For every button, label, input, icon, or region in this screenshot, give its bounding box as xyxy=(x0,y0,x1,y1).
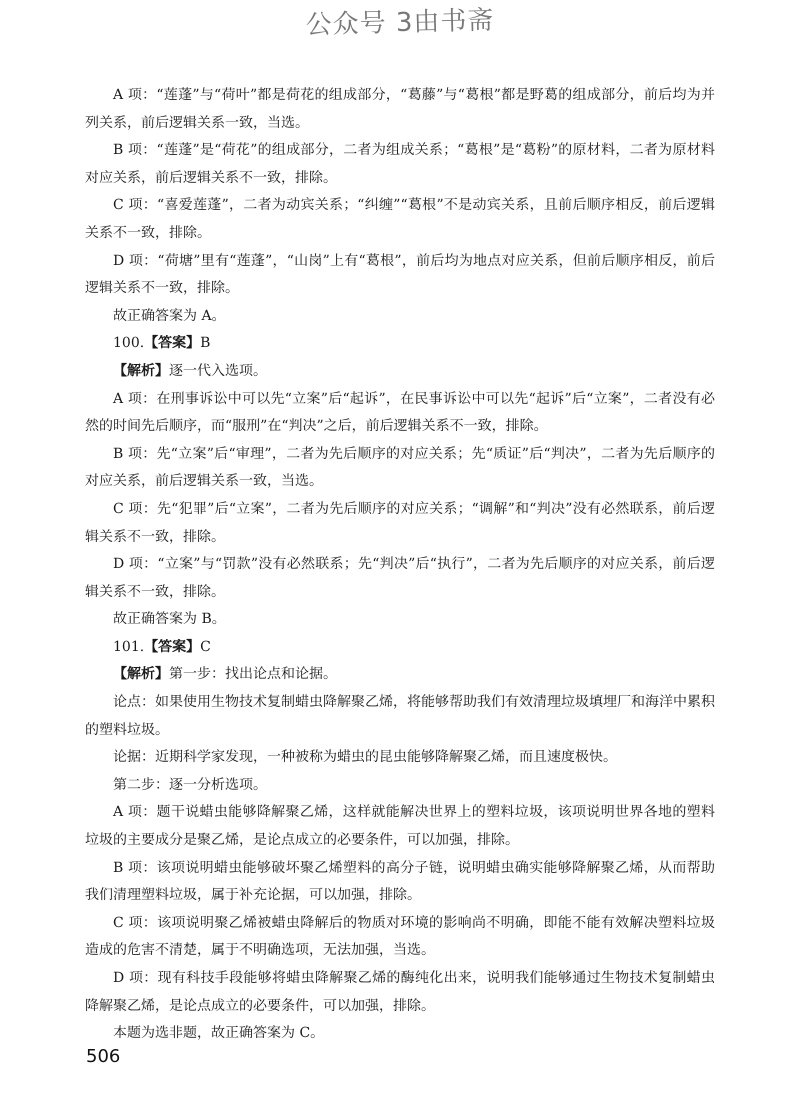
answer-value: B xyxy=(200,335,211,352)
q100-item-a: A 项：在刑事诉讼中可以先“立案”后“起诉”，在民事诉讼中可以先“起诉”后“立案”，二者没有必然的时间先后顺序，而“服刑”在“判决”之后，前后逻辑关系不一致，排除。 xyxy=(85,390,715,435)
analysis-tag: 【解析】 xyxy=(113,666,169,683)
question-101-analysis xyxy=(85,661,715,689)
paragraph-conclusion: 故正确答案为 A。 xyxy=(113,307,226,324)
analysis-tag: 【解析】 xyxy=(113,362,169,379)
q101-item-c: C 项：该项说明聚乙烯被蜡虫降解后的物质对环境的影响尚不明确，即能不能有效解决塑料垃圾造成的危害不清楚，属于不明确选项，无法加强，当选。 xyxy=(85,914,715,959)
q101-item-d: D 项：现有科技手段能够将蜡虫降解聚乙烯的酶纯化出来，说明我们能够通过生物技术复制蜡虫降解聚乙烯，是论点成立的必要条件，可以加强，排除。 xyxy=(85,970,715,1014)
q101-item-b: B 项：该项说明蜡虫能够破坏聚乙烯塑料的高分子链，说明蜡虫确实能够降解聚乙烯，从而帮助我们清理塑料垃圾，属于补充论据，可以加强，排除。 xyxy=(85,859,715,904)
q100-item-c: C 项：先“犯罪”后“立案”，二者为先后顺序的对应关系；“调解”和“判决”没有必然联系，前后逻辑关系不一致，排除。 xyxy=(85,500,715,545)
paragraph-option-d: D 项：“荷塘”里有“莲蓬”，“山岗”上有“葛根”，前后均为地点对应关系，但前后顺序相反，前后逻辑关系不一致，排除。 xyxy=(85,252,715,297)
q101-step-two: 第二步：逐一分析选项。 xyxy=(113,776,267,793)
analysis-text: 第一步：找出论点和论据。 xyxy=(169,666,337,683)
q101-conclusion: 本题为选非题，故正确答案为 C。 xyxy=(113,1025,325,1042)
q100-item-b: B 项：先“立案”后“审理”，二者为先后顺序的对应关系；先“质证”后“判决”，二者为先后顺序的对应关系，前后逻辑关系一致，当选。 xyxy=(85,445,715,490)
analysis-text: 逐一代入选项。 xyxy=(169,362,267,379)
q101-evidence: 论据：近期科学家发现，一种被称为蜡虫的昆虫能够降解聚乙烯，而且速度极快。 xyxy=(113,749,617,766)
q100-item-d: D 项：“立案”与“罚款”没有必然联系；先“判决”后“执行”，二者为先后顺序的对应关系，前后逻辑关系不一致，排除。 xyxy=(85,556,715,600)
question-number: 100. xyxy=(113,335,145,352)
q101-argument: 论点：如果使用生物技术复制蜡虫降解聚乙烯，将能够帮助我们有效清理垃圾填埋厂和海洋中累积的塑料垃圾。 xyxy=(85,694,715,738)
question-100-analysis xyxy=(85,358,715,386)
answer-tag: 【答案】 xyxy=(144,335,201,352)
q100-conclusion: 故正确答案为 B。 xyxy=(113,611,226,628)
answer-tag: 【答案】 xyxy=(144,638,201,655)
question-100-answer xyxy=(85,330,715,358)
page-number: 506 xyxy=(86,1046,121,1067)
page-content xyxy=(85,82,715,1048)
question-101-answer xyxy=(85,634,715,662)
paragraph-option-c: C 项：“喜爱莲蓬”，二者为动宾关系；“纠缠”“葛根”不是动宾关系，且前后顺序相反，前后逻辑关系不一致，排除。 xyxy=(85,197,715,241)
paragraph-option-b: B 项：“莲蓬”是“荷花”的组成部分，二者为组成关系；“葛根”是“葛粉”的原材料，二者为原材料对应关系，前后逻辑关系不一致，排除。 xyxy=(85,142,715,186)
question-number: 101. xyxy=(113,638,145,655)
watermark-text: 公众号 3由书斋 xyxy=(305,5,495,41)
answer-value: C xyxy=(200,638,211,655)
paragraph-option-a: A 项：“莲蓬”与“荷叶”都是荷花的组成部分，“葛藤”与“葛根”都是野葛的组成部分，前后均为并列关系，前后逻辑关系一致，当选。 xyxy=(85,87,715,131)
q101-item-a: A 项：题干说蜡虫能够降解聚乙烯，这样就能解决世界上的塑料垃圾，该项说明世界各地的塑料垃圾的主要成分是聚乙烯，是论点成立的必要条件，可以加强，排除。 xyxy=(85,804,715,849)
